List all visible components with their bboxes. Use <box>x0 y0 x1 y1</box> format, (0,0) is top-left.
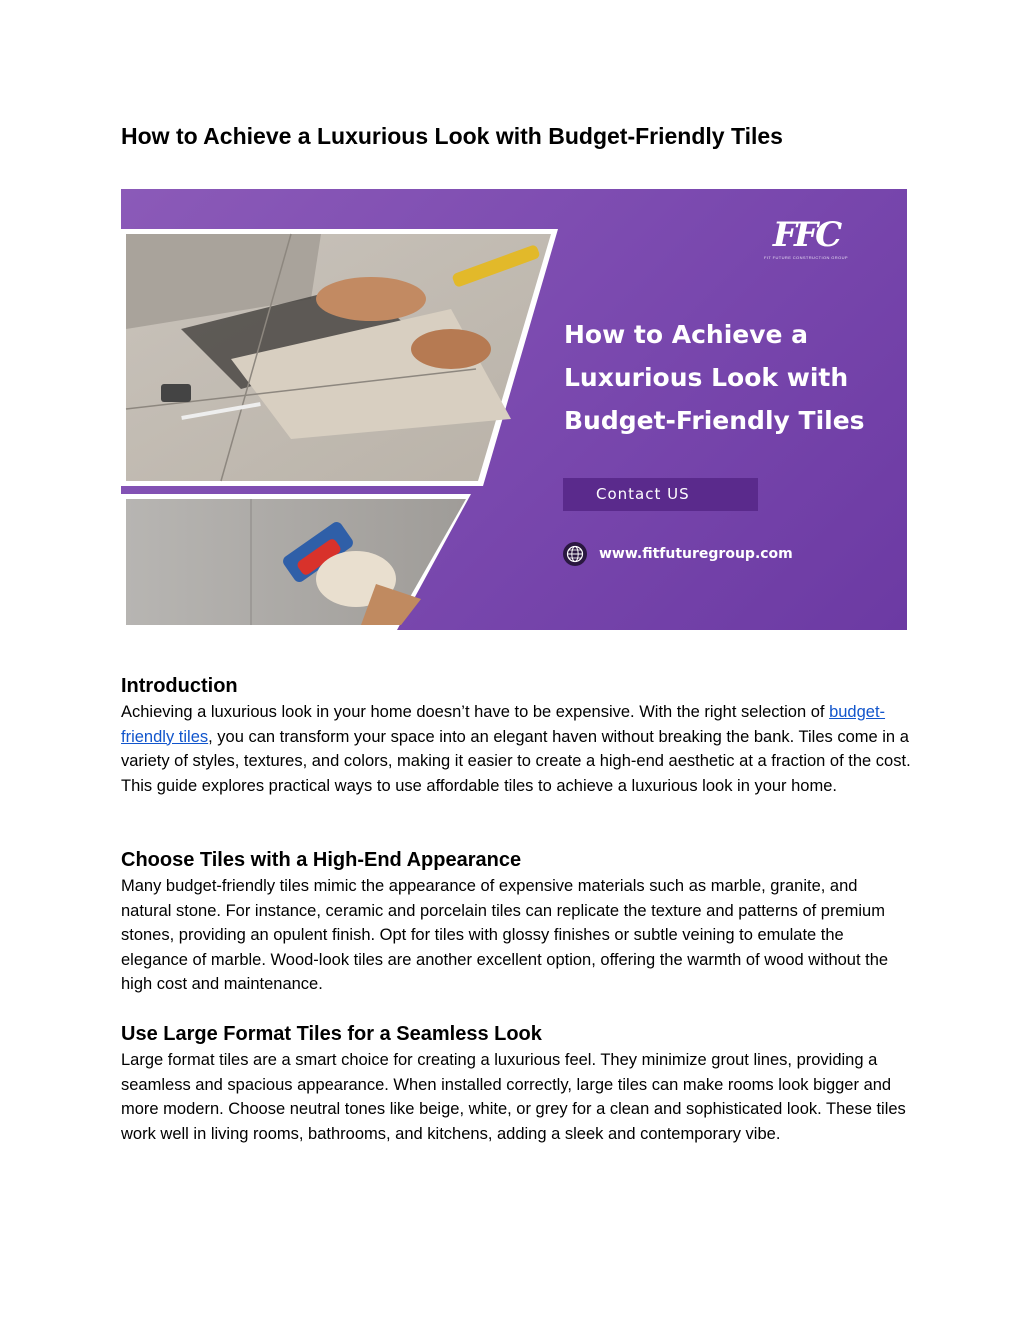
section-text-introduction <box>121 700 911 798</box>
section-text-large-format-tiles: Large format tiles are a smart choice for creating a luxurious feel. They minimize grout lines, providing a seamless and spacious appearance. When installed correctly, large tiles can make rooms look bigger and more modern. Choose neutral tones like beige, white, or grey for a clean and sophisticated look. These tiles work well in living rooms, bathrooms, and kitchens, adding a sleek and contemporary vibe. <box>121 1051 906 1143</box>
page-title: How to Achieve a Luxurious Look with Budget-Friendly Tiles <box>121 123 783 149</box>
website-url[interactable]: www.fitfuturegroup.com <box>599 546 793 562</box>
logo-mark: FFC <box>772 215 840 255</box>
hero-banner <box>121 189 907 630</box>
section-text-high-end-appearance: Many budget-friendly tiles mimic the appearance of expensive materials such as marble, granite, and natural stone. For instance, ceramic and porcelain tiles can replicate the texture and patterns of premium stones, providing an opulent finish. Opt for tiles with glossy finishes or subtle veining to emulate the elegance of marble. Wood-look tiles are another excellent option, offering the warmth of wood without the high cost and maintenance. <box>121 877 889 993</box>
section-heading-high-end-appearance: Choose Tiles with a High-End Appearance <box>121 849 522 871</box>
text-span: , you can transform your space into an elegant haven without breaking the bank. Tiles come in a variety of styles, textures, and colors, making it easier to create a high-end aesthetic at a fraction of the cost. This guide explores practical ways to use affordable tiles to achieve a luxurious look in your home. <box>121 727 911 795</box>
banner-heading-line: How to Achieve a <box>564 320 809 349</box>
contact-us-button[interactable]: Contact US <box>563 478 758 511</box>
banner-heading-line: Luxurious Look with <box>564 363 849 392</box>
text-span: Achieving a luxurious look in your home doesn’t have to be expensive. With the right selection of <box>121 703 830 721</box>
globe-icon <box>563 542 587 566</box>
logo-tagline: FIT FUTURE CONSTRUCTION GROUP <box>764 255 848 260</box>
website-row <box>563 542 793 566</box>
section-heading-introduction: Introduction <box>121 675 238 697</box>
budget-friendly-tiles-link[interactable]: budget-friendly tiles <box>121 703 886 746</box>
banner-heading <box>564 313 894 442</box>
company-logo <box>761 217 851 263</box>
banner-heading-line: Budget-Friendly Tiles <box>564 406 865 435</box>
section-heading-large-format-tiles: Use Large Format Tiles for a Seamless Look <box>121 1023 542 1045</box>
